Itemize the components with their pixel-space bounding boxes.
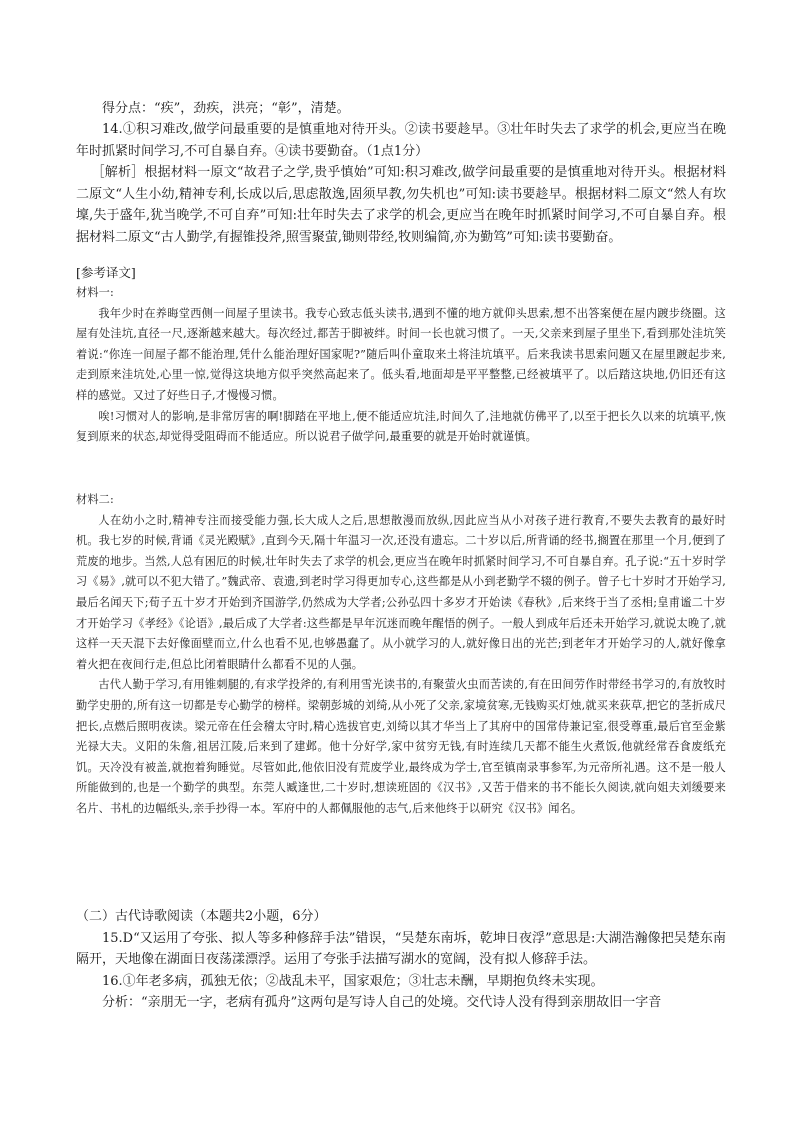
material-1-paragraph: 我年少时在养晦堂西侧一间屋子里读书。我专心致志低头读书,遇到不懂的地方就仰头思索,想不出答案便在屋内踱步绕圈。这屋有处洼坑,直径一尺,逐渐越来越大。每次经过,都苦于脚被绊。时间一长也就习惯了。一天,父亲来到屋子里坐下,看到那处洼坑笑着说:“你连一间屋子都不能治理,凭什么能治理好国家呢?”随后叫仆童取来土将洼坑填平。后来我读书思索问题又在屋里踱起步来,走到原来洼坑处,心里一惊,觉得这块地方似乎突然高起来了。低头看,地面却是平平整整,已经被填平了。以后踏这块地,仍旧还有这样的感觉。又过了好些日子,才慢慢习惯。: [76, 306, 726, 402]
q16-answer: 16.①年老多病，孤独无依；②战乱未平，国家艰危；③壮志未酬，早期抱负终未实现。: [102, 973, 604, 989]
material-2-paragraph: 人在幼小之时,精神专注而接受能力强,长大成人之后,思想散漫而放纵,因此应当从小对孩子进行教育,不要失去教育的最好时机。我七岁的时候,背诵《灵光殿赋》,直到今天,隔十年温习一次,还没有遗忘。二十岁以后,所背诵的经书,搁置在那里一个月,便到了荒废的地步。当然,人总有困厄的时候,壮年时失去了求学的机会,更应当在晚年时抓紧时间学习,不可自暴自弃。孔子说:“五十岁时学习《易》,就可以不犯大错了。”魏武帝、袁遗,到老时学习得更加专心,这些都是从小到老勤学不辍的例子。曾子七十岁时才开始学习,最后名闻天下;荀子五十岁才开始到齐国游学,仍然成为大学者;公孙弘四十多岁才开始读《春秋》,后来终于当了丞相;皇甫谧二十岁才开始学习《孝经》《论语》,最后成了大学者:这些都是早年沉迷而晚年醒悟的例子。一般人到成年后还未开始学习,就说太晚了,就这样一天天混下去好像面壁而立,什么也看不见,也够愚蠢了。从小就学习的人,就好像日出的光芒;到老年才开始学习的人,就好像拿着火把在夜间行走,但总比闭着眼睛什么都看不见的人强。: [76, 513, 726, 671]
q14-answer: 14.①积习难改,做学问最重要的是慎重地对待开头。②读书要趁早。③壮年时失去了求学的机会,更应当在晚年时抓紧时间学习,不可自暴自弃。④读书要勤奋。（1点1分）: [76, 122, 726, 159]
q15-answer: 15.D“又运用了夸张、拟人等多种修辞手法”错误，“吴楚东南坼，乾坤日夜浮”意思是:大湖浩瀚像把吴楚东南隔开，天地像在湖面日夜荡漾漂浮。运用了夸张手法描写湖水的宽阔，没有拟人修辞手法。: [76, 930, 726, 967]
material-1-label: 材料一:: [76, 286, 114, 299]
section-heading: （二）古代诗歌阅读（本题共2小题，6分）: [76, 909, 327, 924]
material-2: [76, 490, 726, 820]
q16-analysis: 分析：“亲朋无一字，老病有孤舟”这两句是写诗人自己的处境。交代诗人没有得到亲朋故旧一字音: [102, 995, 662, 1010]
material-1-paragraph: 唉!习惯对人的影响,是非常厉害的啊!脚踏在平地上,便不能适应坑洼,时间久了,洼地就仿佛平了,以至于把长久以来的坑填平,恢复到原来的状态,却觉得受阻碍而不能适应。所以说君子做学问,最重要的就是开始时就谨慎。: [76, 409, 726, 444]
translation-header: [参考译文]: [76, 265, 136, 280]
material-2-paragraph: 古代人勤于学习,有用锥刺腿的,有求学投斧的,有利用雪光读书的,有聚萤火虫而苦读的,有在田间劳作时带经书学习的,有放牧时勤学史册的,所有这一切都是专心勤学的榜样。梁朝彭城的刘绮,从小死了父亲,家境贫寒,无钱购买灯烛,就买来荻草,把它的茎折成尺把长,点燃后照明夜读。梁元帝在任会稽太守时,精心选拔官吏,刘绮以其才华当上了其府中的国常侍兼记室,很受尊重,最后官至金紫光禄大夫。义阳的朱詹,祖居江陵,后来到了建邺。他十分好学,家中贫穷无钱,有时连续几天都不能生火煮饭,他就经常吞食废纸充饥。天冷没有被盖,就抱着狗睡觉。尽管如此,他依旧没有荒废学业,最终成为学士,官至镇南录事参军,为元帝所礼遇。这不是一般人所能做到的,也是一个勤学的典型。东莞人臧逢世,二十岁时,想读班固的《汉书》,又苦于借来的书不能长久阅读,就向姐夫刘缓要来名片、书札的边幅纸头,亲手抄得一本。军府中的人都佩服他的志气,后来他终于以研究《汉书》闻名。: [76, 678, 726, 815]
poetry-section: [76, 906, 726, 1014]
material-1: [76, 283, 726, 448]
q14-section: [76, 119, 726, 248]
score-points: 得分点：“疾”，劲疾，洪亮；“彰”，清楚。: [102, 101, 350, 116]
material-2-label: 材料二:: [76, 493, 114, 506]
q14-analysis: ［解析］根据材料一原文“故君子之学,贵乎慎始”可知:积习难改,做学问最重要的是慎重地对待开头。根据材料二原文“人生小幼,精神专利,长成以后,思虑散逸,固须早教,勿失机也”可知:读书要趁早。根据材料二原文“然人有坎壈,失于盛年,犹当晚学,不可自弃”可知:壮年时失去了求学的机会,更应当在晚年时抓紧时间学习,不可自暴自弃。根据材料二原文“古人勤学,有握锥投斧,照雪聚萤,锄则带经,牧则编简,亦为勤笃”可知:读书要勤奋。: [76, 165, 726, 245]
